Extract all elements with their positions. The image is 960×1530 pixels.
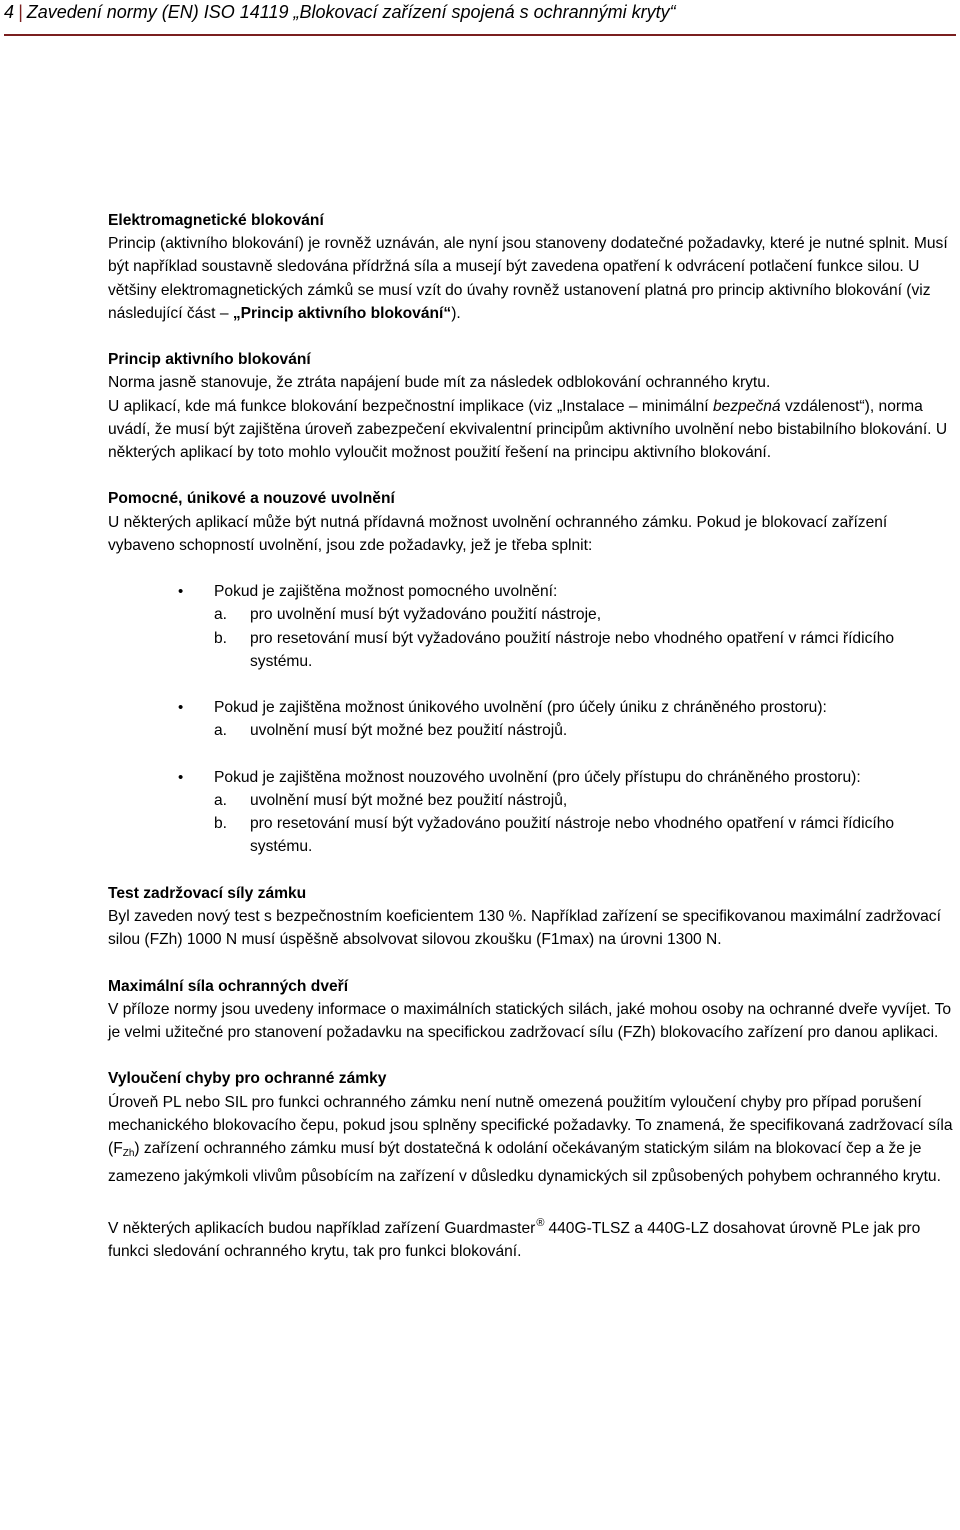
sub-item-text: pro resetování musí být vyžadováno použití nástroje nebo vhodného opatření v rámci řídicího systému. (250, 815, 895, 856)
italic-text: bezpečná (712, 397, 781, 415)
sub-list (214, 789, 958, 859)
paragraph (108, 1212, 958, 1263)
bold-reference: „Princip aktivního blokování“ (232, 304, 452, 322)
section-fault-exclusion (108, 1067, 958, 1263)
page-header (4, 0, 956, 36)
paragraph-text: 440G-TLSZ a 440G-LZ dosahovat úrovně PLe jak pro funkci sledování ochranného krytu, tak pro funkci blokování. (108, 1219, 921, 1260)
paragraph-text: V některých aplikacích budou například zařízení Guardmaster (108, 1219, 536, 1237)
sub-item (214, 627, 958, 673)
bullet-list (108, 580, 958, 858)
section-heading: Pomocné, únikové a nouzové uvolnění (108, 490, 395, 508)
section-heading: Vyloučení chyby pro ochranné zámky (108, 1070, 387, 1088)
header-separator: | (18, 2, 23, 22)
sub-item-marker: b. (214, 629, 228, 647)
sub-item-text: pro uvolnění musí být vyžadováno použití nástroje, (250, 606, 602, 624)
paragraph: V příloze normy jsou uvedeny informace o maximálních statických silách, jaké mohou osoby na ochranné dveře vyvíjet. To je velmi užitečné pro stanovení požadavku na specifickou zadržovací sílu (FZh) blokovacího zařízení pro danou aplikaci. (108, 1000, 952, 1041)
sub-item-marker: a. (214, 792, 228, 809)
paragraph (108, 395, 958, 465)
paragraph (108, 1091, 958, 1189)
page-number: 4 (4, 2, 15, 22)
subscript-text: Zh (122, 1148, 135, 1159)
bullet-item (108, 696, 958, 742)
sub-item-marker: b. (214, 815, 228, 833)
section-heading: Maximální síla ochranných dveří (108, 977, 349, 995)
paragraph-text: Úroveň PL nebo SIL pro funkci ochranného zámku není nutně omezená použitím vyloučení chyby pro případ porušení mechanického blokovacího čepu, pokud jsou splněny specifické požadavky. To znamená, že specifikovaná zadržovací síla (F (108, 1093, 953, 1157)
document-body (108, 209, 958, 1286)
section-holding-force-test (108, 882, 958, 952)
sub-list (214, 719, 958, 742)
section-electromagnetic-locking (108, 209, 958, 325)
sub-list (214, 603, 958, 673)
paragraph-text: Princip (aktivního blokování) je rovněž uznáván, ale nyní jsou stanoveny dodatečné požadavky, které je nutné splnit. Musí být například soustavně sledována přídržná síla a musejí být zavedena opatření k odvrácení potlačení funkce silou. U většiny elektromagnetických zámků se musí vzít do úvahy rovněž ustanovení platná pro princip aktivního blokování (viz následující část – (108, 235, 948, 322)
section-release-types (108, 487, 958, 858)
paragraph: U některých aplikací může být nutná přídavná možnost uvolnění ochranného zámku. Pokud je blokovací zařízení vybaveno schopností uvolnění, jsou zde požadavky, jež je třeba splnit: (108, 513, 888, 554)
bullet-text: • Pokud je zajištěna možnost nouzového uvolnění (pro účely přístupu do chráněného prostoru): (214, 768, 861, 786)
sub-item (214, 603, 958, 626)
header-title: Zavedení normy (EN) ISO 14119 „Blokovací zařízení spojená s ochrannými kryty“ (26, 2, 676, 22)
section-max-door-force (108, 975, 958, 1045)
sub-item (214, 812, 958, 858)
section-heading: Test zadržovací síly zámku (108, 884, 307, 902)
paragraph: Byl zaveden nový test s bezpečnostním koeficientem 130 %. Například zařízení se specifikovanou maximální zadržovací silou (FZh) 1000 N musí úspěšně absolvovat silovou zkoušku (F1max) na úrovni 1300 N. (108, 908, 941, 949)
section-heading: Princip aktivního blokování (108, 351, 311, 369)
sub-item-text: uvolnění musí být možné bez použití nástrojů, (250, 792, 568, 809)
sub-item-text: pro resetování musí být vyžadováno použití nástroje nebo vhodného opatření v rámci řídicího systému. (250, 629, 895, 670)
registered-mark: ® (536, 1216, 545, 1229)
paragraph-text: ) zařízení ochranného zámku musí být dostatečná k odolání očekávaným statickým silám na blokovací čep a že je zamezeno jakýmkoli vlivům působícím na zařízení v důsledku dynamických sil způsobených pohybem ochranného krytu. (108, 1140, 941, 1186)
bullet-text: • Pokud je zajištěna možnost únikového uvolnění (pro účely úniku z chráněného prostoru): (214, 699, 827, 717)
sub-item-text: uvolnění musí být možné bez použití nástrojů. (250, 722, 568, 740)
paragraph: Norma jasně stanovuje, že ztráta napájení bude mít za následek odblokování ochranného krytu. (108, 374, 771, 392)
sub-item (214, 789, 958, 812)
sub-item (214, 719, 958, 742)
section-active-locking (108, 348, 958, 464)
paragraph-text: U aplikací, kde má funkce blokování bezpečnostní implikace (viz „Instalace – minimální (108, 397, 713, 415)
bullet-text: • Pokud je zajištěna možnost pomocného uvolnění: (214, 583, 558, 601)
paragraph (108, 232, 958, 325)
bullet-item (108, 580, 958, 673)
paragraph-text: ). (451, 304, 461, 322)
bullet-item (108, 766, 958, 859)
paragraph-text: vzdálenost“), norma uvádí, že musí být zajištěna úroveň zabezpečení ekvivalentní principům aktivního uvolnění nebo bistabilního blokování. U některých aplikací by toto mohlo vyloučit možnost použití řešení na principu aktivního blokování. (108, 397, 948, 462)
section-heading: Elektromagnetické blokování (108, 212, 324, 229)
sub-item-marker: a. (214, 722, 228, 740)
sub-item-marker: a. (214, 606, 228, 624)
